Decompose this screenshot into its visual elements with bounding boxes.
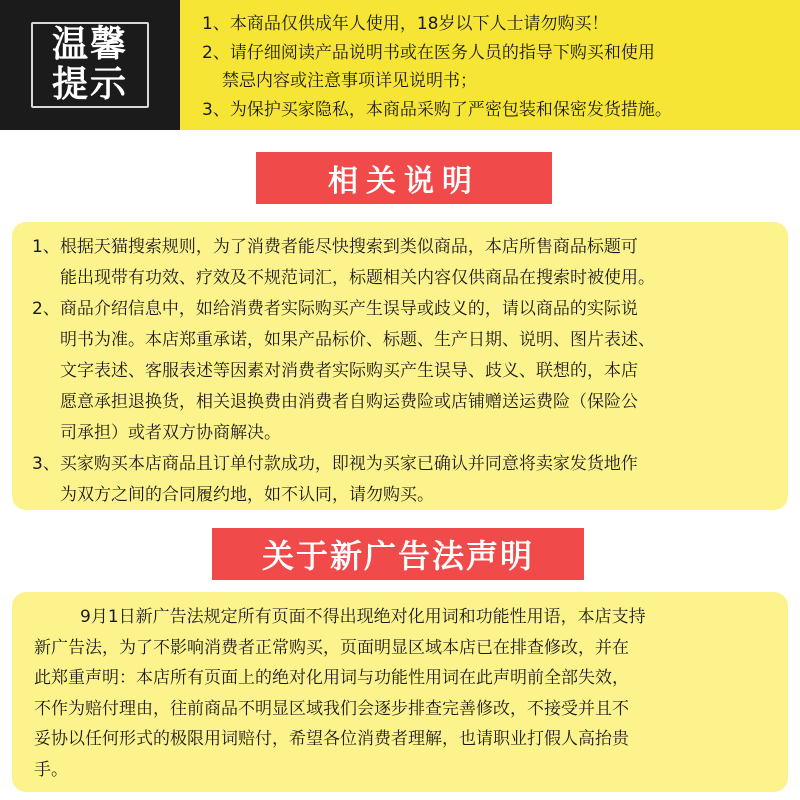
panel-text-line: 能出现带有功效、疗效及不规范词汇，标题相关内容仅供商品在搜索时被使用。 (60, 268, 655, 288)
panel-text-line: 明书为准。本店郑重承诺，如果产品标价、标题、生产日期、说明、图片表述、 (60, 330, 655, 350)
panel-text-line: 2、商品介绍信息中，如给消费者实际购买产生误导或歧义的，请以商品的实际说 (32, 299, 638, 319)
panel-text-line: 9月1日新广告法规定所有页面不得出现绝对化用词和功能性用语，本店支持 (80, 607, 646, 627)
warm-tip-line1: 温馨 (51, 24, 128, 65)
section-title-ad-law-statement: 关于新广告法声明 (212, 528, 584, 580)
notice-box (180, 0, 800, 130)
ad-law-statement-panel (12, 592, 788, 792)
panel-text-line: 妥协以任何形式的极限用词赔付，希望各位消费者理解，也请职业打假人高抬贵 (34, 729, 629, 749)
panel-text-line: 文字表述、客服表述等因素对消费者实际购买产生误导、歧义、联想的，本店 (60, 361, 638, 381)
panel-text-line: 手。 (34, 759, 68, 780)
warm-tip-frame (31, 22, 149, 108)
warm-tip-line2: 提示 (51, 64, 128, 105)
warm-tip-badge (0, 0, 180, 130)
warm-tip-header (0, 0, 800, 130)
panel-text-line: 不作为赔付理由，往前商品不明显区域我们会逐步排查完善修改，不接受并且不 (34, 698, 629, 719)
section-title-related-notes: 相关说明 (256, 152, 552, 204)
related-notes-panel (12, 222, 788, 510)
notice-line: 1、本商品仅供成年人使用，18岁以下人士请勿购买！ (202, 14, 609, 34)
panel-text-line: 3、买家购买本店商品且订单付款成功，即视为买家已确认并同意将卖家发货地作 (32, 454, 638, 474)
panel-text-line: 此郑重声明：本店所有页面上的绝对化用词与功能性用词在此声明前全部失效， (34, 668, 629, 688)
panel-text-line: 司承担）或者双方协商解决。 (60, 423, 281, 443)
notice-line: 2、请仔细阅读产品说明书或在医务人员的指导下购买和使用 (202, 42, 655, 63)
panel-text-line: 为双方之间的合同履约地，如不认同，请勿购买。 (60, 485, 434, 505)
notice-line: 禁忌内容或注意事项详见说明书； (222, 71, 477, 91)
notice-line: 3、为保护买家隐私，本商品采购了严密包装和保密发货措施。 (202, 99, 672, 120)
panel-text-line: 愿意承担退换货，相关退换费由消费者自购运费险或店铺赠送运费险（保险公 (60, 392, 638, 412)
panel-text-line: 1、根据天猫搜索规则，为了消费者能尽快搜索到类似商品，本店所售商品标题可 (32, 237, 638, 257)
panel-text-line: 新广告法，为了不影响消费者正常购买，页面明显区域本店已在排查修改，并在 (34, 637, 629, 658)
